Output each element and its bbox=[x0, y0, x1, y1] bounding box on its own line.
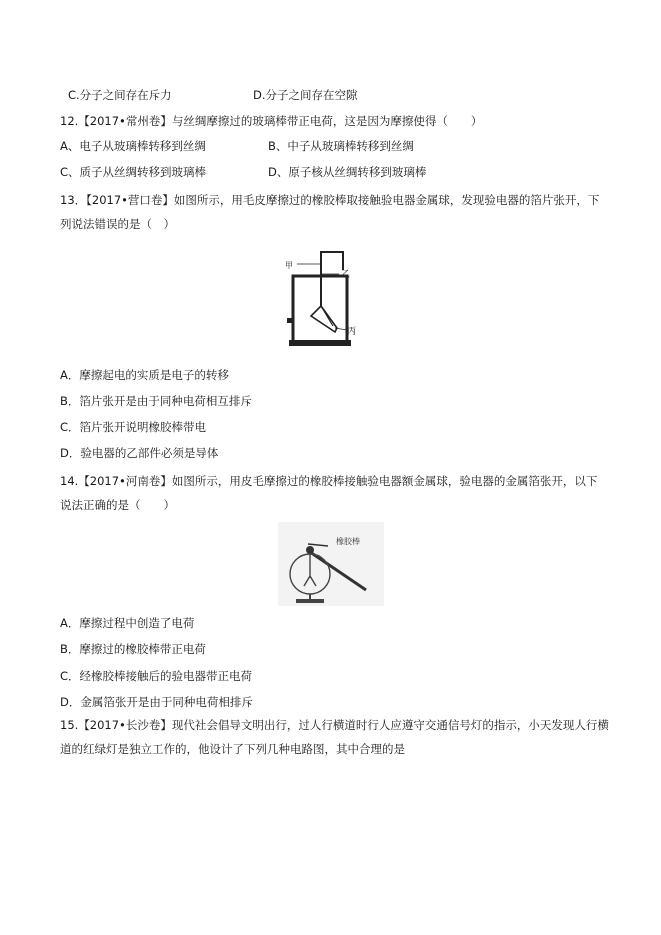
q13-option-b: B．箔片张开是由于同种电荷相互排斥 bbox=[60, 394, 252, 408]
label-bing: 丙 bbox=[347, 327, 357, 337]
q14-stem-line1: 14.【2017•河南卷】如图所示，用皮毛摩擦过的橡胶棒接触验电器额金属球，验电器的金属箔张开，以下 bbox=[60, 474, 598, 488]
q13-stem-line2: 列说法错误的是（ ） bbox=[60, 217, 175, 231]
q13-stem-line1: 13．【2017•营口卷】如图所示，用毛皮摩擦过的橡胶棒取接触验电器金属球，发现验电器的箔片张开，下 bbox=[60, 193, 600, 207]
q14-option-d: D．金属箔张开是由于同种电荷相排斥 bbox=[60, 695, 253, 709]
figure-background bbox=[278, 522, 384, 606]
q12-option-a: A、电子从玻璃棒转移到丝绸 bbox=[60, 139, 206, 153]
q15-stem-line1: 15.【2017•长沙卷】现代社会倡导文明出行，过人行横道时行人应遵守交通信号灯的指示，小天发现人行横 bbox=[60, 718, 609, 732]
q14-option-a: A．摩擦过程中创造了电荷 bbox=[60, 616, 195, 630]
q14-option-b: B．摩擦过的橡胶棒带正电荷 bbox=[60, 642, 206, 656]
q13-option-c: C．箔片张开说明橡胶棒带电 bbox=[60, 420, 207, 434]
q13-option-a: A．摩擦起电的实质是电子的转移 bbox=[60, 368, 229, 382]
metal-ball bbox=[306, 546, 314, 554]
q11-option-c: C.分子之间存在斥力 bbox=[68, 88, 172, 102]
q12-option-b: B、中子从玻璃棒转移到丝绸 bbox=[268, 139, 414, 153]
q13-option-d: D．验电器的乙部件必须是导体 bbox=[60, 446, 219, 460]
electroscope-base bbox=[289, 340, 351, 346]
label-jia: 甲 bbox=[285, 261, 293, 270]
q12-stem: 12.【2017•常州卷】与丝绸摩擦过的玻璃棒带正电荷，这是因为摩擦使得（ ） bbox=[60, 114, 483, 128]
q11-option-d: D.分子之间存在空隙 bbox=[253, 88, 358, 102]
q12-option-c: C、质子从丝绸转移到玻璃棒 bbox=[60, 165, 207, 179]
q14-option-c: C．经橡胶棒接触后的验电器带正电荷 bbox=[60, 669, 253, 683]
label-rubber-rod: 橡胶棒 bbox=[336, 537, 360, 546]
q15-stem-line2: 道的红绿灯是独立工作的，他设计了下列几种电路图，其中合理的是 bbox=[60, 742, 405, 756]
stand-base bbox=[296, 599, 324, 603]
label-yi: 乙 bbox=[341, 270, 351, 280]
q14-stem-line2: 说法正确的是（ ） bbox=[60, 498, 175, 512]
side-knob bbox=[287, 318, 293, 323]
rod-hook bbox=[321, 252, 343, 272]
q14-electroscope-figure bbox=[278, 522, 384, 606]
q13-electroscope-figure bbox=[283, 248, 363, 352]
q12-option-d: D、原子核从丝绸转移到玻璃棒 bbox=[268, 165, 427, 179]
